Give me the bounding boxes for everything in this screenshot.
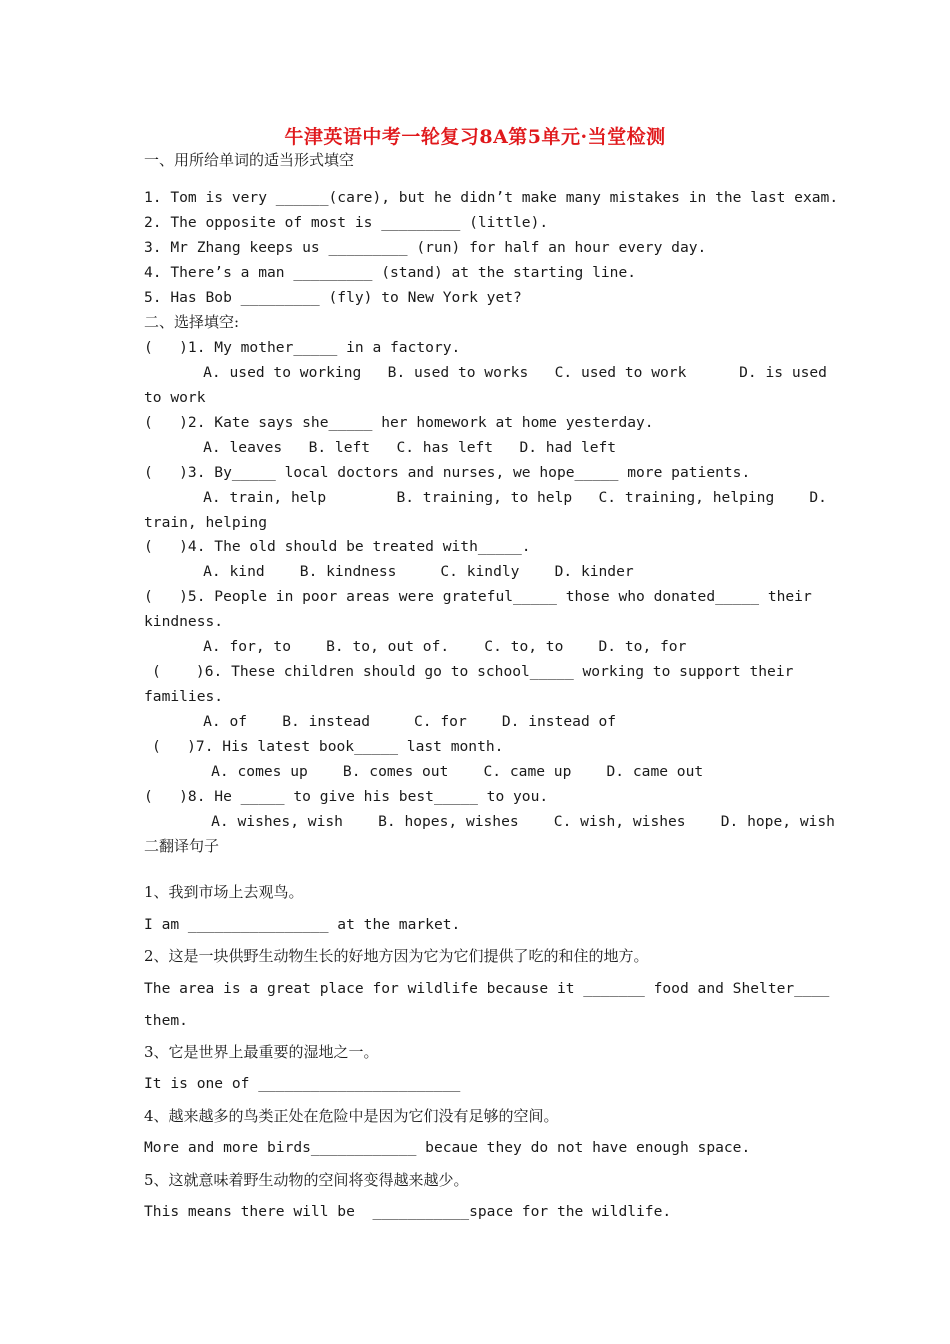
translation-prompt: 2、这是一块供野生动物生长的好地方因为它为它们提供了吃的和住的地方。: [144, 947, 649, 965]
translation-prompt: 1、我到市场上去观鸟。: [144, 883, 304, 901]
question-line: ( )3. By_____ local doctors and nurses, we hope_____ more patients.: [144, 464, 751, 481]
translation-prompt: 3、它是世界上最重要的湿地之一。: [144, 1043, 379, 1061]
exercise-line: 2. The opposite of most is _________ (little).: [144, 214, 549, 231]
page-title: 牛津英语中考一轮复习8A第5单元·当堂检测: [284, 126, 666, 148]
translation-answer: This means there will be ___________space for the wildlife.: [144, 1203, 672, 1220]
section-heading-1: 一、用所给单词的适当形式填空: [144, 151, 355, 169]
translation-answer: More and more birds____________ becaue they do not have enough space.: [144, 1139, 751, 1156]
options-line: A. of B. instead C. for D. instead of: [168, 713, 617, 730]
translation-answer: them.: [144, 1012, 188, 1029]
options-line: A. wishes, wish B. hopes, wishes C. wish, wishes D. hope, wish: [176, 813, 835, 830]
question-line: kindness.: [144, 613, 224, 630]
exercise-line: 5. Has Bob _________ (fly) to New York yet?: [144, 289, 522, 306]
question-line: ( )4. The old should be treated with_____.: [144, 538, 531, 555]
options-line: A. for, to B. to, out of. C. to, to D. to, for: [168, 638, 687, 655]
question-line: ( )7. His latest book_____ last month.: [152, 738, 504, 755]
question-line: ( )8. He _____ to give his best_____ to you.: [144, 788, 549, 805]
options-line: A. train, help B. training, to help C. training, helping D.: [168, 489, 827, 506]
question-line: ( )2. Kate says she_____ her homework at home yesterday.: [144, 414, 654, 431]
options-line: train, helping: [144, 514, 268, 531]
options-line: A. used to working B. used to works C. used to work D. is used: [168, 364, 827, 381]
section-heading-2: 二、选择填空:: [144, 313, 240, 331]
exercise-line: 1. Tom is very ______(care), but he didn’t make many mistakes in the last exam.: [144, 189, 839, 206]
options-line: A. leaves B. left C. has left D. had left: [168, 439, 617, 456]
translation-answer: The area is a great place for wildlife because it _______ food and Shelter____: [144, 980, 830, 997]
question-line: ( )5. People in poor areas were grateful_____ those who donated_____ their: [144, 588, 812, 605]
question-line: ( )6. These children should go to school_____ working to support their: [152, 663, 794, 680]
exercise-line: 3. Mr Zhang keeps us _________ (run) for half an hour every day.: [144, 239, 707, 256]
question-line: ( )1. My mother_____ in a factory.: [144, 339, 461, 356]
options-line: to work: [144, 389, 206, 406]
options-line: A. comes up B. comes out C. came up D. came out: [176, 763, 704, 780]
section-heading-3: 二翻译句子: [144, 837, 220, 855]
translation-prompt: 4、越来越多的鸟类正处在危险中是因为它们没有足够的空间。: [144, 1107, 559, 1125]
translation-answer: It is one of _______________________: [144, 1075, 461, 1092]
question-line: families.: [144, 688, 224, 705]
translation-prompt: 5、这就意味着野生动物的空间将变得越来越少。: [144, 1171, 469, 1189]
options-line: A. kind B. kindness C. kindly D. kinder: [168, 563, 634, 580]
translation-answer: I am ________________ at the market.: [144, 916, 461, 933]
exercise-line: 4. There’s a man _________ (stand) at the starting line.: [144, 264, 637, 281]
